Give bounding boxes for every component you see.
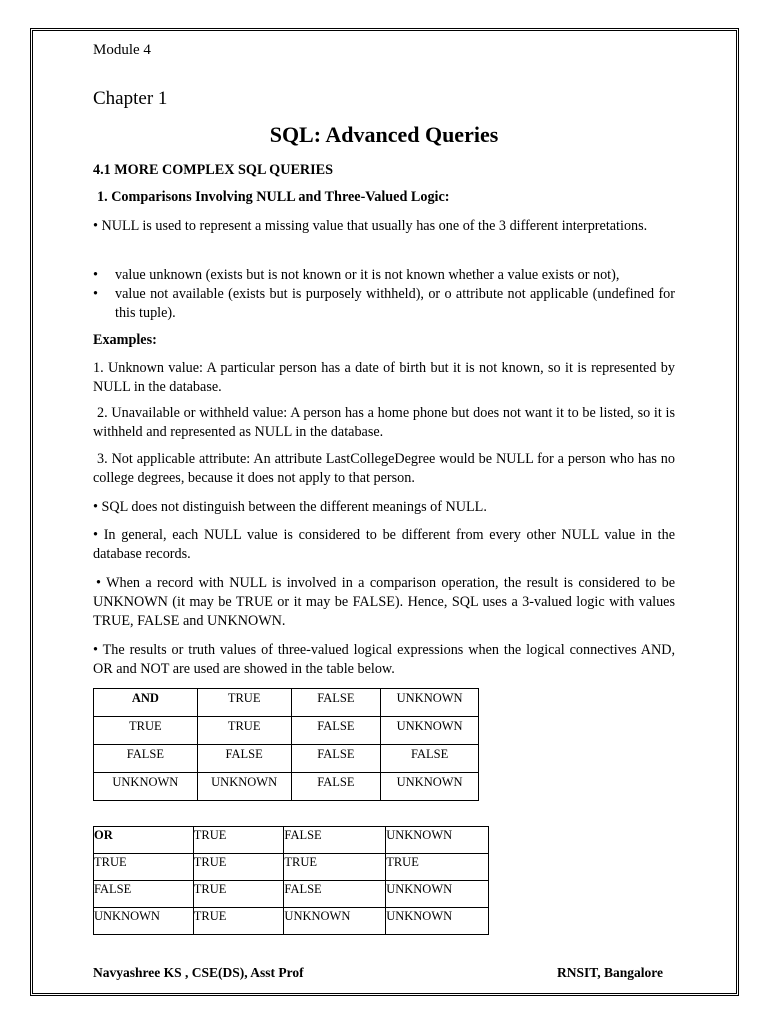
table-cell: UNKNOWN [94, 908, 194, 935]
table-cell: TRUE [94, 854, 194, 881]
table-cell: OR [94, 827, 194, 854]
table-cell: UNKNOWN [386, 881, 489, 908]
point-4 [93, 641, 675, 679]
point-text: • The results or truth values of three-valued logical expressions when the logical connectives AND, OR and NOT are used are showed in the table below. [93, 642, 675, 677]
list-item-text: value not available (exists but is purposely withheld), or o attribute not applicable (undefined for this tuple). [115, 285, 675, 321]
section-heading [93, 161, 675, 180]
example-3 [93, 450, 675, 488]
table-cell: TRUE [197, 717, 291, 745]
table-cell: UNKNOWN [386, 908, 489, 935]
table-row [94, 827, 489, 854]
table-cell: TRUE [94, 717, 198, 745]
table-cell: TRUE [193, 827, 284, 854]
table-cell: UNKNOWN [381, 689, 479, 717]
table-row [94, 689, 479, 717]
table-cell: FALSE [291, 689, 381, 717]
table-cell: FALSE [284, 881, 386, 908]
list-item [93, 285, 675, 323]
table-cell: FALSE [94, 881, 194, 908]
table-cell: UNKNOWN [284, 908, 386, 935]
table-cell: TRUE [386, 854, 489, 881]
intro-text: • NULL is used to represent a missing value that usually has one of the 3 different interpretations. [93, 218, 648, 234]
table-cell: FALSE [94, 745, 198, 773]
point-text: • SQL does not distinguish between the different meanings of NULL. [93, 499, 487, 515]
list-item [93, 266, 675, 285]
point-3 [93, 574, 675, 630]
examples-label-text: Examples: [93, 332, 157, 348]
point-text: • In general, each NULL value is considered to be different from every other NULL value in the database records. [93, 527, 675, 562]
footer-institution: RNSIT, Bangalore [556, 965, 663, 980]
example-2 [93, 404, 675, 442]
example-1 [93, 359, 675, 397]
table-row [94, 773, 479, 801]
table-cell: UNKNOWN [94, 773, 198, 801]
subheading [93, 188, 675, 207]
table-row [94, 717, 479, 745]
table-cell: TRUE [193, 854, 284, 881]
subheading-text: 1. Comparisons Involving NULL and Three-Valued Logic: [97, 189, 450, 205]
table-cell: TRUE [284, 854, 386, 881]
or-truth-table [93, 826, 489, 935]
bullet-icon: • [93, 285, 98, 302]
table-cell: FALSE [381, 745, 479, 773]
table-row [94, 908, 489, 935]
table-cell: FALSE [284, 827, 386, 854]
example-text: 2. Unavailable or withheld value: A person has a home phone but does not want it to be listed, so it is withheld and represented as NULL in the database. [93, 405, 675, 440]
table-cell: TRUE [193, 908, 284, 935]
table-cell: FALSE [291, 717, 381, 745]
example-text: 3. Not applicable attribute: An attribute LastCollegeDegree would be NULL for a person who has no college degrees, because it does not apply to that person. [93, 451, 675, 486]
point-1 [93, 498, 675, 517]
bullet-icon: • [93, 267, 98, 283]
module-label: Module 4 [93, 42, 151, 58]
table-cell: UNKNOWN [381, 717, 479, 745]
example-text: 1. Unknown value: A particular person has a date of birth but it is not known, so it is represented by NULL in the database. [93, 360, 675, 395]
table-row [94, 745, 479, 773]
interpretation-list [93, 266, 675, 322]
point-text: • When a record with NULL is involved in a comparison operation, the result is considered to be UNKNOWN (it may be TRUE or it may be FALSE). Hence, SQL uses a 3-valued logic with values TRUE, FALSE and UNKNOWN. [93, 575, 675, 629]
table-row [94, 881, 489, 908]
point-2 [93, 526, 675, 564]
table-cell: AND [94, 689, 198, 717]
table-cell: UNKNOWN [197, 773, 291, 801]
chapter-label: Chapter 1 [93, 88, 168, 109]
table-cell: FALSE [197, 745, 291, 773]
table-row [94, 854, 489, 881]
footer-author: Navyashree KS , CSE(DS), Asst Prof [93, 965, 304, 980]
table-cell: TRUE [197, 689, 291, 717]
page-title: SQL: Advanced Queries [269, 122, 499, 147]
examples-label [93, 331, 675, 350]
table-cell: FALSE [291, 745, 381, 773]
table-cell: UNKNOWN [381, 773, 479, 801]
and-truth-table [93, 688, 479, 801]
table-cell: FALSE [291, 773, 381, 801]
section-heading-text: 4.1 MORE COMPLEX SQL QUERIES [93, 162, 334, 178]
list-item-text: value unknown (exists but is not known or it is not known whether a value exists or not), [115, 267, 620, 283]
intro-paragraph [93, 217, 675, 236]
table-cell: TRUE [193, 881, 284, 908]
table-cell: UNKNOWN [386, 827, 489, 854]
